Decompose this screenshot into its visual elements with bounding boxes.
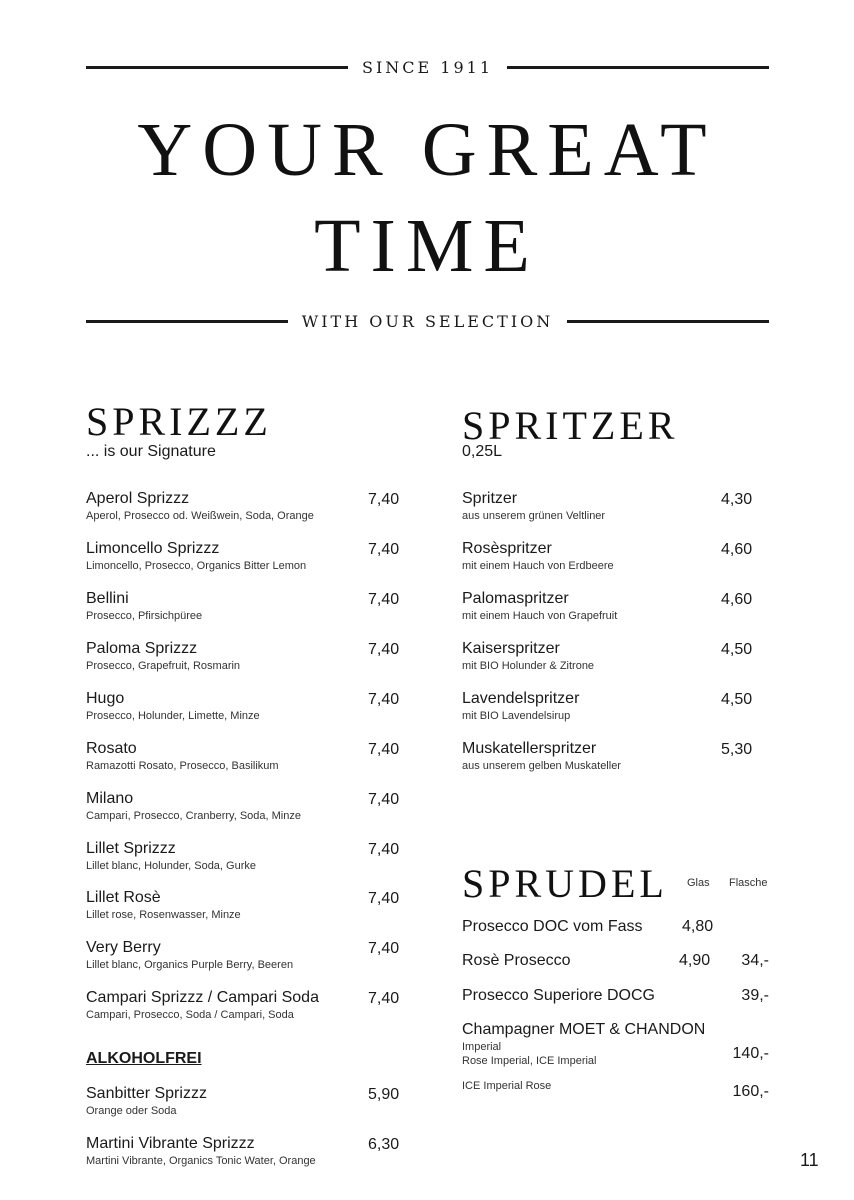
page-number: 11 [800,1150,819,1170]
menu-item [86,539,406,573]
item-price: 7,40 [368,990,400,1007]
item-name: Lillet Sprizzz [86,840,176,857]
item-description: mit BIO Holunder & Zitrone [462,660,595,672]
sprudel-row [462,986,772,1006]
champagne-block [462,1020,772,1100]
item-price: 4,30 [721,491,753,508]
item-price: 4,50 [721,691,753,708]
item-name: Martini Vibrante Sprizzz [86,1135,255,1152]
item-price: 7,40 [368,841,400,858]
item-description: Limoncello, Prosecco, Organics Bitter Lemon [86,560,307,572]
spritzer-subtitle: 0,25L [462,443,503,460]
item-name: Rosèspritzer [462,540,552,557]
item-price: 7,40 [368,691,400,708]
menu-item [86,1134,406,1168]
item-price: 4,60 [721,591,753,608]
alkoholfrei-heading: ALKOHOLFREI [86,1050,202,1067]
item-price: 7,40 [368,591,400,608]
item-description: Prosecco, Pfirsichpüree [86,610,203,622]
item-description: Ramazotti Rosato, Prosecco, Basilikum [86,760,279,772]
item-price: 7,40 [368,791,400,808]
item-description: aus unserem gelben Muskateller [462,760,621,772]
sprudel-row [462,951,772,971]
menu-item [462,489,762,523]
item-description: Lillet rose, Rosenwasser, Minze [86,909,241,921]
item-name: Milano [86,790,134,807]
menu-item [462,539,762,573]
menu-item [462,739,762,773]
sprudel-title: SPRUDEL [462,861,668,906]
item-description: Lillet blanc, Holunder, Soda, Gurke [86,860,256,872]
champagne-sub-ice-rose: ICE Imperial Rose [462,1080,552,1092]
menu-item [86,689,406,723]
menu-item [462,639,762,673]
flasche-price: 39,- [741,987,769,1004]
item-name: Paloma Sprizzz [86,640,198,657]
item-name: Kaiserspritzer [462,640,560,657]
champagne-name: Champagner MOET & CHANDON [462,1021,706,1038]
menu-item [86,589,406,623]
divider-line [507,66,769,69]
selection-label: WITH OUR SELECTION [301,312,554,331]
item-price: 7,40 [368,890,400,907]
item-price: 7,40 [368,741,400,758]
menu-item [462,689,762,723]
item-name: Bellini [86,590,129,607]
item-description: Campari, Prosecco, Cranberry, Soda, Minze [86,810,301,822]
item-name: Campari Sprizzz / Campari Soda [86,989,319,1006]
item-description: mit BIO Lavendelsirup [462,710,571,722]
menu-item [462,589,762,623]
menu-item [86,489,406,523]
item-price: 4,50 [721,641,753,658]
menu-item [86,1084,406,1118]
item-name: Prosecco DOC vom Fass [462,918,643,935]
item-price: 4,60 [721,541,753,558]
menu-item [86,839,406,873]
item-price: 7,40 [368,491,400,508]
since-label: SINCE 1911 [362,58,494,77]
divider-line [567,320,769,323]
item-name: Sanbitter Sprizzz [86,1085,207,1102]
glas-price: 4,80 [682,918,714,935]
item-name: Lavendelspritzer [462,690,580,707]
spritzer-title: SPRITZER [462,403,679,448]
menu-item [86,988,406,1022]
hero-title-line-1: YOUR GREAT [137,108,717,192]
item-price: 6,30 [368,1136,400,1153]
glas-price: 4,90 [679,952,711,969]
menu-item [86,639,406,673]
menu-item [86,938,406,972]
champagne-sub-rose: Rose Imperial, ICE Imperial [462,1055,597,1067]
item-description: mit einem Hauch von Grapefruit [462,610,618,622]
divider-line [86,66,348,69]
item-name: Aperol Sprizzz [86,490,190,507]
item-name: Rosè Prosecco [462,952,571,969]
item-description: Prosecco, Grapefruit, Rosmarin [86,660,241,672]
flasche-price: 34,- [741,952,769,969]
item-name: Muskatellerspritzer [462,740,597,757]
item-name: Limoncello Sprizzz [86,540,220,557]
item-name: Rosato [86,740,137,757]
menu-item [86,739,406,773]
item-price: 7,40 [368,641,400,658]
item-name: Spritzer [462,490,518,507]
item-name: Hugo [86,690,125,707]
sprizzz-subtitle: ... is our Signature [86,443,216,460]
item-name: Very Berry [86,939,161,956]
item-name: Prosecco Superiore DOCG [462,987,655,1004]
item-description: Campari, Prosecco, Soda / Campari, Soda [86,1009,294,1021]
menu-item [86,789,406,823]
hero-title-line-2: TIME [314,204,540,288]
sprudel-flasche-header: Flasche [729,877,768,889]
sprudel-glas-header: Glas [687,877,710,889]
champagne-price-1: 140,- [732,1045,769,1062]
menu-item [86,888,406,922]
champagne-sub-imperial: Imperial [462,1041,502,1053]
item-description: Orange oder Soda [86,1105,177,1117]
champagne-price-2: 160,- [732,1083,769,1100]
item-price: 5,90 [368,1086,400,1103]
selection-row [86,312,769,331]
item-name: Lillet Rosè [86,889,161,906]
since-row [86,58,769,77]
sprudel-row [462,917,772,937]
item-price: 5,30 [721,741,753,758]
sprizzz-title: SPRIZZZ [86,399,272,444]
item-description: aus unserem grünen Veltliner [462,510,606,522]
item-price: 7,40 [368,940,400,957]
item-price: 7,40 [368,541,400,558]
item-description: Martini Vibrante, Organics Tonic Water, Orange [86,1155,316,1167]
divider-line [86,320,288,323]
item-description: Prosecco, Holunder, Limette, Minze [86,710,260,722]
item-description: Aperol, Prosecco od. Weißwein, Soda, Orange [86,510,314,522]
item-description: mit einem Hauch von Erdbeere [462,560,614,572]
item-description: Lillet blanc, Organics Purple Berry, Beeren [86,959,294,971]
item-name: Palomaspritzer [462,590,569,607]
